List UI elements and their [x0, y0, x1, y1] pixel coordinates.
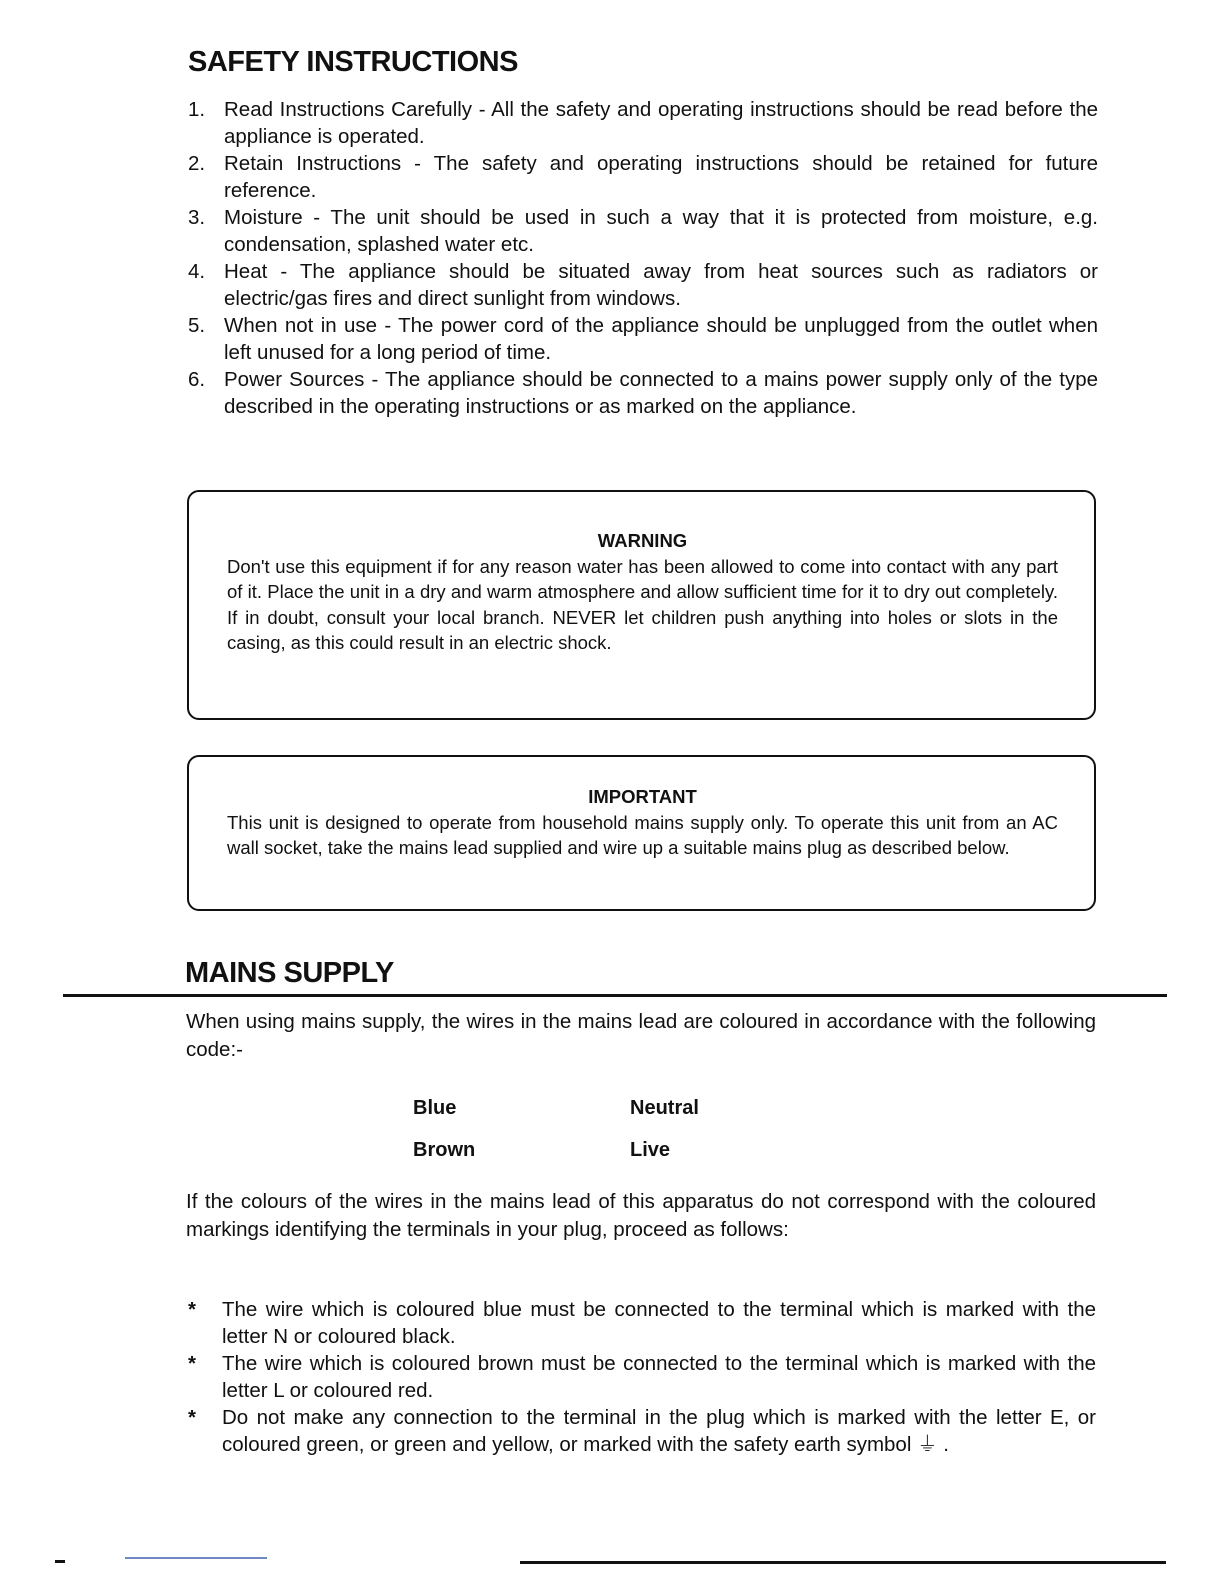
wiring-bullet — [188, 1404, 1096, 1458]
safety-item: 2. Retain Instructions - The safety and operating instructions should be retained for future reference. — [188, 152, 1098, 202]
section-divider — [63, 994, 1167, 997]
important-title: IMPORTANT — [588, 786, 697, 807]
safety-item-text: Retain Instructions - The safety and operating instructions should be retained for future reference. — [224, 152, 1098, 202]
safety-instructions-list — [188, 96, 1098, 420]
safety-item-text: When not in use - The power cord of the appliance should be unplugged from the outlet when left unused for a long period of time. — [224, 314, 1098, 364]
wiring-bullet-text: The wire which is coloured brown must be connected to the terminal which is marked with the letter L or coloured red. — [222, 1352, 1096, 1402]
important-box — [187, 755, 1096, 911]
wire-colour: Brown — [413, 1139, 476, 1161]
safety-item-text: Heat - The appliance should be situated away from heat sources such as radiators or electric/gas fires and direct sunlight from windows. — [224, 260, 1098, 310]
wiring-bullet-text: Do not make any connection to the terminal in the plug which is marked with the letter E, or coloured green, or green and yellow, or marked with the safety earth symbol ⏚ . — [222, 1406, 1096, 1456]
safety-item-text: Read Instructions Carefully - All the safety and operating instructions should be read before the appliance is operated. — [224, 98, 1098, 148]
wire-meaning: Neutral — [630, 1097, 699, 1119]
footer-rule-left — [125, 1557, 267, 1559]
mains-intro-text: When using mains supply, the wires in the mains lead are coloured in accordance with the following code:- — [186, 1010, 1096, 1061]
safety-item: 5. When not in use - The power cord of the appliance should be unplugged from the outlet when left unused for a long period of time. — [188, 314, 1098, 364]
wire-colour: Blue — [413, 1097, 457, 1119]
warning-box — [187, 490, 1096, 720]
colour-mismatch-text: If the colours of the wires in the mains lead of this apparatus do not correspond with the coloured markings identifying the terminals in your plug, proceed as follows: — [186, 1190, 1096, 1241]
bullet-star-icon: * — [188, 1298, 196, 1321]
wire-code-row — [413, 1136, 770, 1178]
safety-item-text: Power Sources - The appliance should be connected to a mains power supply only of the type described in the operating instructions or as marked on the appliance. — [224, 368, 1098, 418]
wiring-bullet — [188, 1296, 1096, 1350]
important-text: This unit is designed to operate from household mains supply only. To operate this unit from an AC wall socket, take the mains lead supplied and wire up a suitable mains plug as described below. — [227, 811, 1058, 858]
safety-item: 6. Power Sources - The appliance should be connected to a mains power supply only of the type described in the operating instructions or as marked on the appliance. — [188, 368, 1098, 418]
footer-rule-right — [520, 1561, 1166, 1564]
safety-item: 3. Moisture - The unit should be used in such a way that it is protected from moisture, e.g. condensation, splashed water etc. — [188, 206, 1098, 256]
footer-mark — [55, 1560, 65, 1563]
wire-code-row — [413, 1094, 770, 1136]
mains-supply-heading: MAINS SUPPLY — [185, 957, 394, 989]
bullet-star-icon: * — [188, 1406, 196, 1429]
warning-text: Don't use this equipment if for any reason water has been allowed to come into contact with any part of it. Place the unit in a dry and warm atmosphere and allow sufficient time for it to dry out completely. If in doubt, consult your local branch. NEVER let children push anything into holes or slots in the casing, as this could result in an electric shock. — [227, 555, 1058, 653]
safety-item: 4. Heat - The appliance should be situated away from heat sources such as radiators or electric/gas fires and direct sunlight from windows. — [188, 260, 1098, 310]
wiring-bullet-text: The wire which is coloured blue must be connected to the terminal which is marked with the letter N or coloured black. — [222, 1298, 1096, 1348]
safety-item-text: Moisture - The unit should be used in such a way that it is protected from moisture, e.g. condensation, splashed water etc. — [224, 206, 1098, 256]
safety-item: 1. Read Instructions Carefully - All the safety and operating instructions should be read before the appliance is operated. — [188, 98, 1098, 148]
safety-instructions-heading: SAFETY INSTRUCTIONS — [188, 46, 518, 78]
wiring-instructions-list — [188, 1296, 1096, 1458]
bullet-star-icon: * — [188, 1352, 196, 1375]
warning-title: WARNING — [597, 530, 688, 551]
wiring-bullet — [188, 1350, 1096, 1404]
wire-colour-code-table — [413, 1094, 770, 1178]
wire-meaning: Live — [630, 1139, 671, 1161]
